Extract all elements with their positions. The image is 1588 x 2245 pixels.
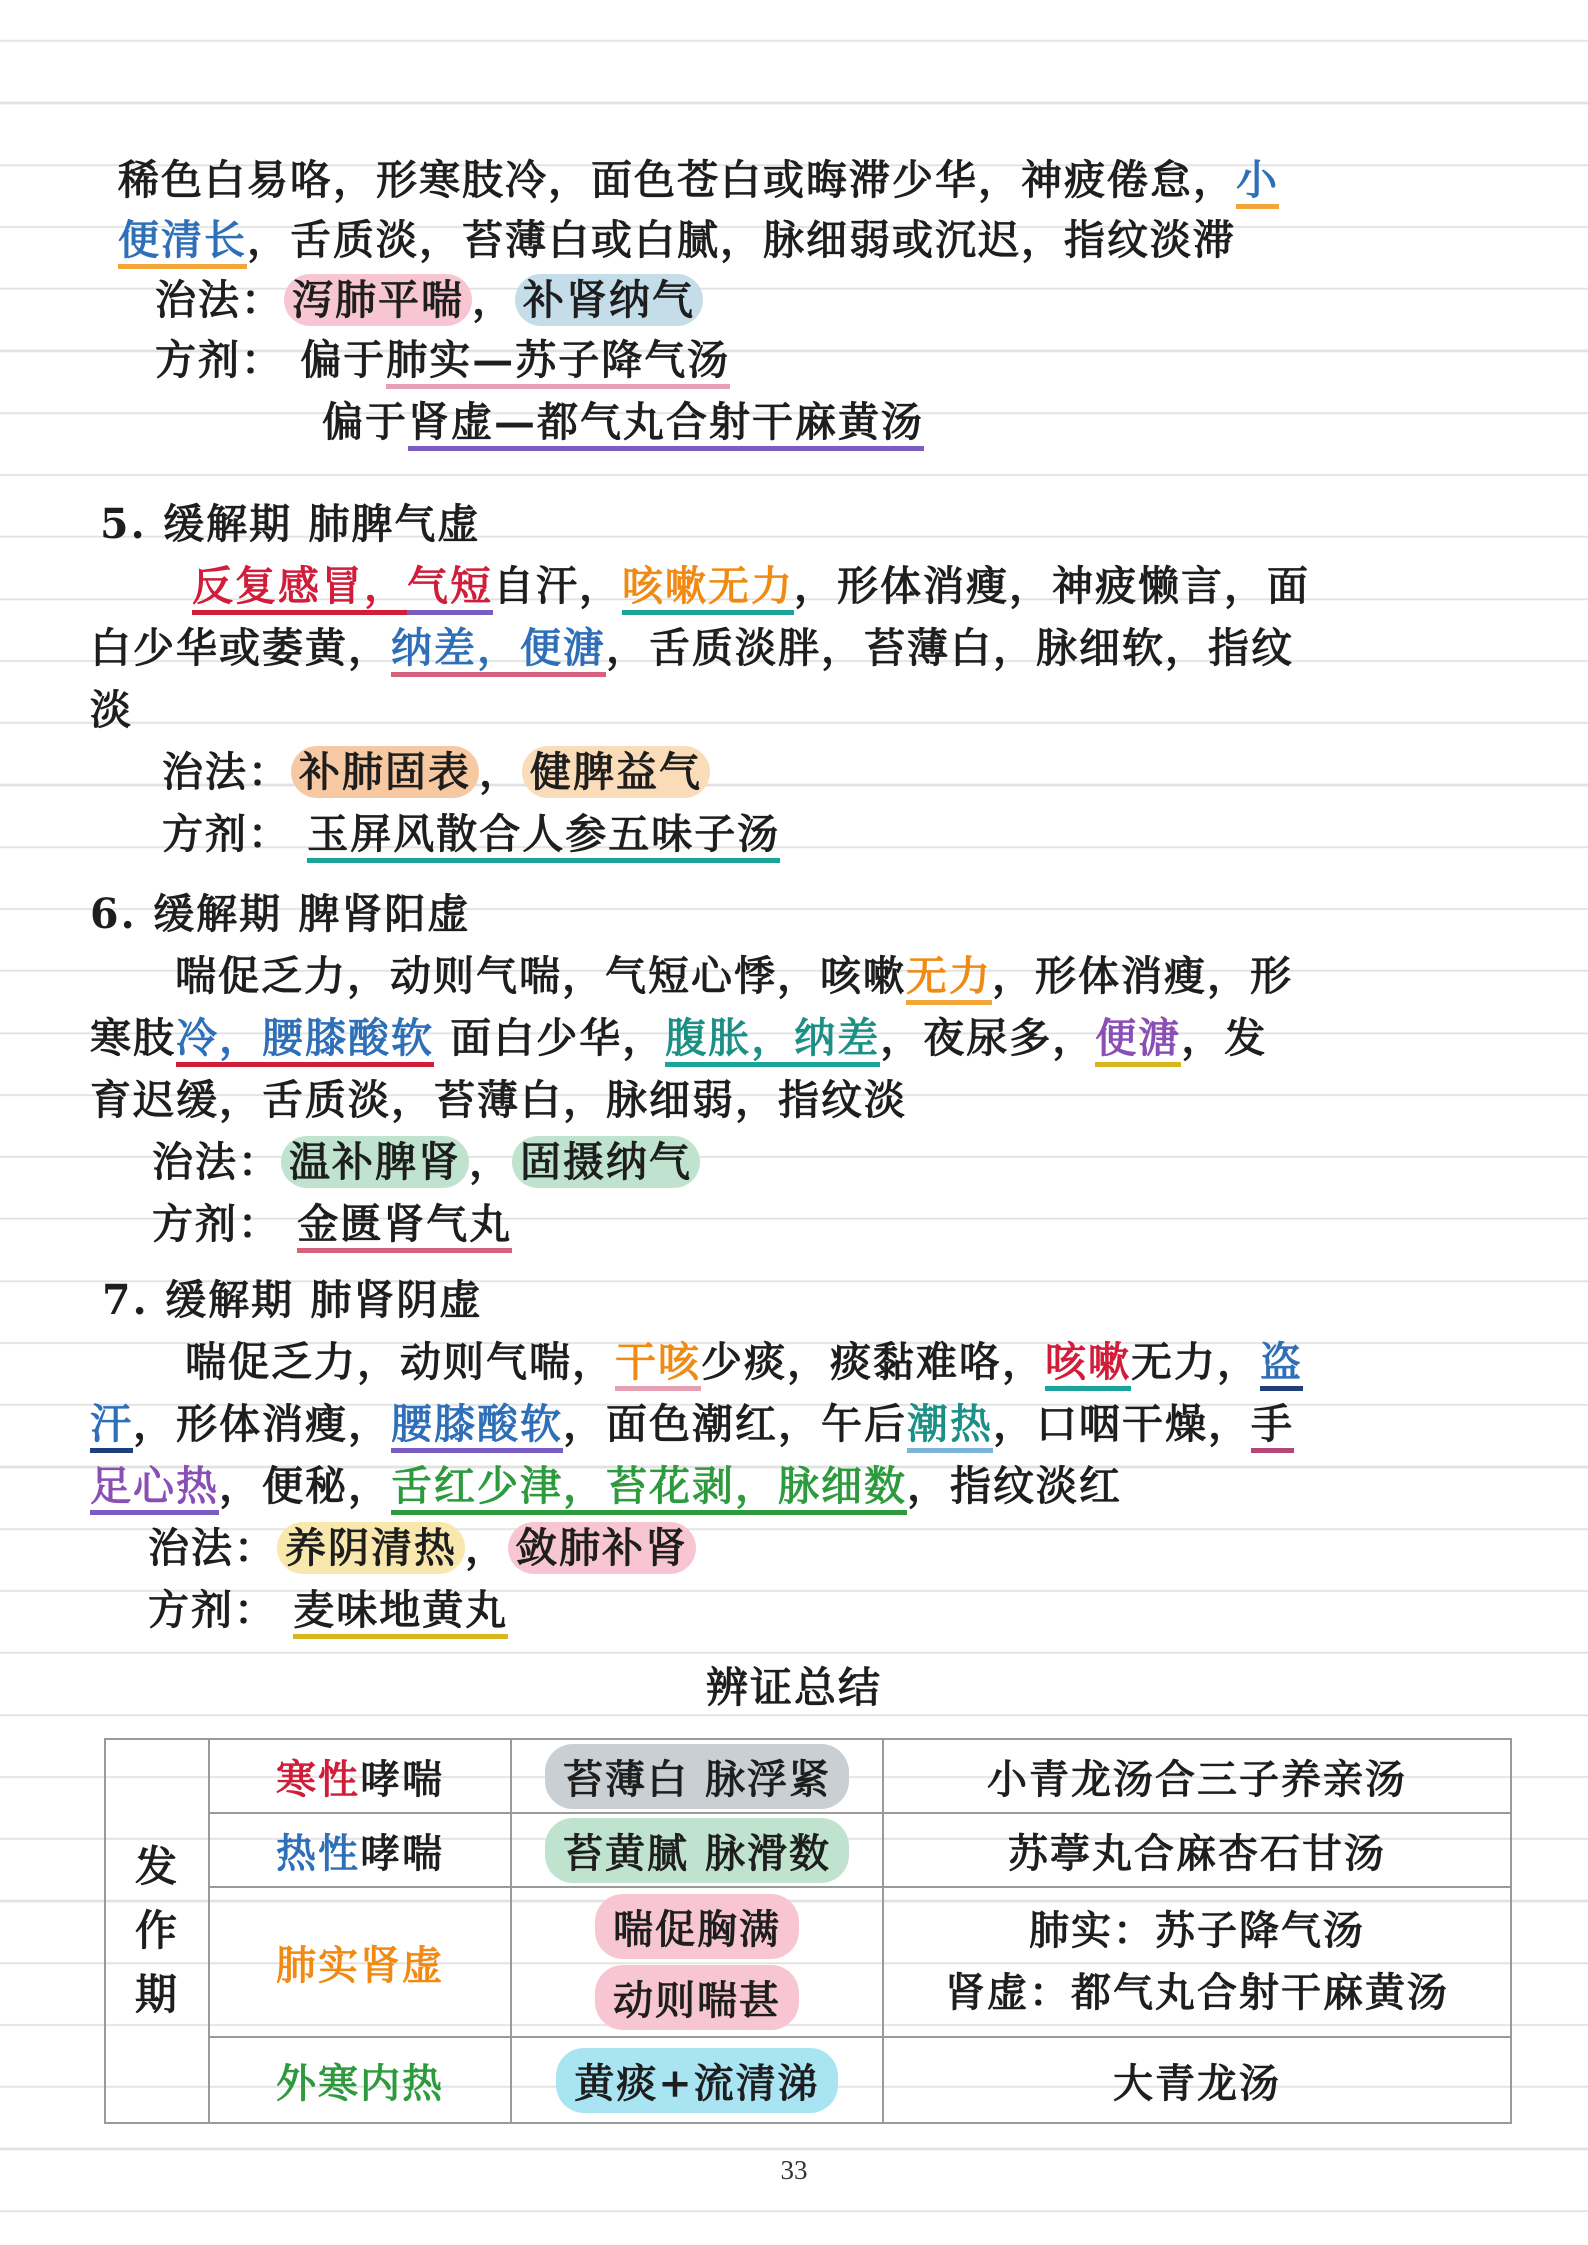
text-segment: 自汗， [493, 562, 622, 610]
text-segment: 育迟缓，舌质淡，苔薄白，脉细弱，指纹淡 [90, 1076, 907, 1124]
text-segment: 方剂： [148, 1586, 294, 1634]
highlighted-phrase: 温补脾肾 [281, 1136, 469, 1188]
highlighted-phrase: 舌红少津，苔花剥，脉细数 [391, 1462, 907, 1515]
highlighted-phrase: 腹胀，纳差 [665, 1014, 880, 1067]
highlighted-phrase: 无力 [906, 952, 992, 1005]
sign-pill: 喘促胸满 [595, 1894, 799, 1959]
text-line [90, 618, 1518, 678]
highlighted-phrase: 健脾益气 [522, 746, 710, 798]
highlighted-phrase: 手 [1251, 1400, 1294, 1453]
highlighted-phrase: 汗 [90, 1400, 133, 1453]
text-segment: ，形体消瘦，神疲懒言，面 [794, 562, 1310, 610]
prescription-cell: 小青龙汤合三子养亲汤 [883, 1739, 1511, 1813]
page-number: 33 [780, 2155, 808, 2185]
text-segment: 白少华或萎黄， [90, 624, 391, 672]
prescription-cell [883, 1887, 1511, 2037]
text-line [90, 1070, 1518, 1130]
highlighted-phrase: 金匮肾气丸 [297, 1200, 512, 1253]
text-line [90, 1580, 1518, 1640]
text-segment: ，面色潮红，午后 [563, 1400, 907, 1448]
text-line [90, 210, 1518, 270]
text-segment: ，形体消瘦，形 [992, 952, 1293, 1000]
highlighted-phrase: 足心热 [90, 1462, 219, 1515]
type-colored: 寒性 [276, 1755, 360, 1803]
highlighted-phrase: 敛肺补肾 [508, 1522, 696, 1574]
text-segment: 偏于 [322, 398, 408, 446]
text-segment: 稀色白易咯，形寒肢冷，面色苍白或晦滞少华，神疲倦怠， [118, 156, 1236, 204]
type-colored: 外寒内热 [276, 2059, 444, 2107]
text-segment: 淡 [90, 686, 133, 734]
text-line [90, 946, 1518, 1006]
text-line [90, 270, 1518, 330]
sign-pill: 动则喘甚 [595, 1965, 799, 2030]
sign-pill: 苔薄白 脉浮紧 [545, 1744, 849, 1809]
highlighted-phrase: 气短 [407, 562, 493, 615]
highlighted-phrase: 肾虚—都气丸合射干麻黄汤 [408, 398, 924, 451]
text-segment: ，便秘， [219, 1462, 391, 1510]
text-line [90, 1456, 1518, 1516]
text-segment: 治法： [155, 276, 284, 324]
highlighted-phrase: 腰膝酸软 [391, 1400, 563, 1453]
text-segment: 方剂： 偏于 [155, 336, 387, 384]
text-segment: 治法： [162, 748, 291, 796]
highlighted-phrase: 纳差，便溏 [391, 624, 606, 677]
text-line [90, 150, 1518, 210]
text-segment: 治法： [152, 1138, 281, 1186]
highlighted-phrase: 盗 [1260, 1338, 1303, 1391]
summary-title: 辨证总结 [705, 1663, 882, 1712]
highlighted-phrase: 泻肺平喘 [284, 274, 472, 326]
text-line [90, 1518, 1518, 1578]
highlighted-phrase: 肺实—苏子降气汤 [386, 336, 730, 389]
text-segment: ，口咽干燥， [993, 1400, 1251, 1448]
sign-cell [511, 1813, 883, 1887]
highlighted-phrase: 便溏 [1095, 1014, 1181, 1067]
highlighted-phrase: 麦味地黄丸 [293, 1586, 508, 1639]
type-cell [209, 2037, 511, 2123]
text-line [90, 1394, 1518, 1454]
sign-pill: 苔黄腻 脉滑数 [545, 1818, 849, 1883]
sign-cell [511, 1739, 883, 1813]
type-cell [209, 1813, 511, 1887]
text-segment: 无力， [1131, 1338, 1260, 1386]
text-line [90, 556, 1518, 616]
type-rest: 哮喘 [360, 1829, 444, 1877]
table-row [105, 2037, 1511, 2123]
highlighted-phrase: 反复感冒， [192, 562, 407, 615]
sign-cell [511, 1887, 883, 2037]
text-segment: 7. 缓解期 肺肾阴虚 [102, 1276, 483, 1324]
text-segment: 6. 缓解期 脾肾阳虚 [90, 890, 471, 938]
text-segment: ，形体消瘦， [133, 1400, 391, 1448]
row-header-text: 发 作 期 [134, 1842, 179, 2019]
text-segment: 5. 缓解期 肺脾气虚 [100, 500, 481, 548]
highlighted-phrase: 咳嗽无力 [622, 562, 794, 615]
text-segment: 面白少华， [434, 1014, 666, 1062]
highlighted-phrase: 补肾纳气 [515, 274, 703, 326]
highlighted-phrase: 冷，腰膝酸软 [176, 1014, 434, 1067]
text-line [90, 1332, 1518, 1392]
type-rest: 哮喘 [360, 1755, 444, 1803]
table-row [105, 1813, 1511, 1887]
prescription-cell: 大青龙汤 [883, 2037, 1511, 2123]
text-line [90, 392, 1518, 452]
highlighted-phrase: 玉屏风散合人参五味子汤 [307, 810, 780, 863]
text-segment: ，指纹淡红 [907, 1462, 1122, 1510]
highlighted-phrase: 养阴清热 [277, 1522, 465, 1574]
summary-table [104, 1738, 1512, 2124]
text-segment: 少痰，痰黏难咯， [701, 1338, 1045, 1386]
text-line [90, 804, 1518, 864]
text-segment: ， [465, 1524, 508, 1572]
sign-pill: 黄痰+流清涕 [556, 2048, 838, 2113]
text-line [90, 1008, 1518, 1068]
prescription-line: 肺实：苏子降气汤 [1029, 1907, 1365, 1954]
text-segment: ， [472, 276, 515, 324]
text-segment: ， [469, 1138, 512, 1186]
text-line [90, 1132, 1518, 1192]
text-segment: ，夜尿多， [880, 1014, 1096, 1062]
text-segment: 喘促乏力，动则气喘，气短心悸，咳嗽 [175, 952, 906, 1000]
highlighted-phrase: 潮热 [907, 1400, 993, 1453]
text-segment: 方剂： [152, 1200, 298, 1248]
sign-cell [511, 2037, 883, 2123]
row-header-cell [105, 1739, 209, 2123]
prescription-line: 肾虚：都气丸合射干麻黄汤 [945, 1969, 1449, 2016]
highlighted-phrase: 补肺固表 [291, 746, 479, 798]
highlighted-phrase: 咳嗽 [1045, 1338, 1131, 1391]
text-line [90, 1270, 1518, 1330]
text-segment: 喘促乏力，动则气喘， [185, 1338, 615, 1386]
text-segment: ， [479, 748, 522, 796]
text-line [90, 742, 1518, 802]
type-colored: 热性 [276, 1829, 360, 1877]
text-segment: ，舌质淡胖，苔薄白，脉细软，指纹 [606, 624, 1294, 672]
prescription-cell: 苏葶丸合麻杏石甘汤 [883, 1813, 1511, 1887]
text-segment: ，舌质淡，苔薄白或白腻，脉细弱或沉迟，指纹淡滞 [247, 216, 1236, 264]
type-colored: 肺实肾虚 [276, 1941, 444, 1989]
text-segment: ，发 [1181, 1014, 1268, 1062]
text-segment: 寒肢 [90, 1014, 176, 1062]
type-cell [209, 1887, 511, 2037]
highlighted-phrase: 干咳 [615, 1338, 701, 1391]
table-row [105, 1887, 1511, 2037]
text-line [90, 680, 1518, 740]
text-line [90, 884, 1518, 944]
text-segment: 方剂： [162, 810, 308, 858]
text-line [90, 1194, 1518, 1254]
type-cell [209, 1739, 511, 1813]
text-line [90, 330, 1518, 390]
text-segment: 治法： [148, 1524, 277, 1572]
highlighted-phrase: 固摄纳气 [512, 1136, 700, 1188]
text-line [90, 494, 1518, 554]
highlighted-phrase: 便清长 [118, 216, 247, 269]
table-row [105, 1739, 1511, 1813]
highlighted-phrase: 小 [1236, 156, 1279, 209]
